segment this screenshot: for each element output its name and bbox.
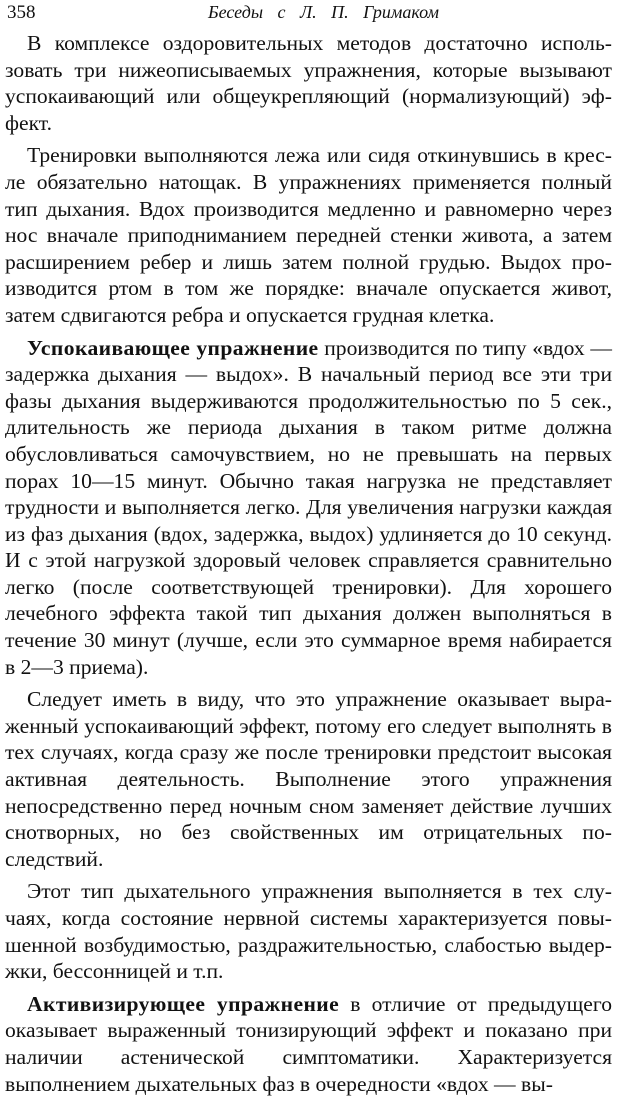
paragraph-4 — [5, 686, 612, 872]
term-calming-exercise: Успокаивающее упражнение — [27, 335, 319, 360]
running-title: Беседы с Л. П. Гримаком — [208, 2, 439, 22]
paragraph-5-text: Этот тип дыхательного упражнения выполняется в тех случаях, когда состояние нервной системы характеризуется повышенной возбудимостью, раздражительностью, слабостью выдержки, бессонницей и т.п. — [5, 879, 612, 984]
paragraph-1-text: В комплексе оздоровительных методов достаточно использовать три нижеописываемых упражнения, которые вызывают успокаивающий или общеукрепляющий (нормализующий) эффект. — [5, 31, 612, 135]
paragraph-4-text: Следует иметь в виду, что это упражнение оказывает выраженный успокаивающий эффект, потому его следует выполнять в тех случаях, когда сразу же после тренировки предстоит высокая активная деятельность. Выполнение этого упражнения непосредственно перед ночным сном заменяет действие лучших снотворных, но без свойственных им отрицательных последствий. — [5, 687, 612, 871]
paragraph-2 — [5, 142, 612, 328]
paragraph-3 — [5, 335, 612, 681]
page-number: 358 — [7, 2, 36, 23]
paragraph-6 — [5, 991, 612, 1097]
paragraph-5 — [5, 878, 612, 984]
body-text — [5, 30, 612, 1097]
paragraph-1 — [5, 30, 612, 136]
page-header — [5, 0, 612, 30]
paragraph-6-text: в отличие от предыдущего оказывает выраженный тонизирующий эффект и показано при наличии астенической симптоматики. Характеризуется выполнением дыхательных фаз в очередности «вдох — вы- — [5, 991, 612, 1096]
paragraph-2-text: Тренировки выполняются лежа или сидя откинувшись в кресле обязательно натощак. В упражнениях применяется полный тип дыхания. Вдох производится медленно и равномерно через нос вначале приподниманием передней стенки живота, а затем расширением ребер и лишь затем полной грудью. Выдох производится ртом в том же порядке: вначале опускается живот, затем сдвигаются ребра и опускается грудная клетка. — [5, 143, 612, 327]
paragraph-3-text: производится по типу «вдох — задержка дыхания — выдох». В начальный период все эти три фазы дыхания выдерживаются продолжительностью по 5 сек., длительность же периода дыхания в таком ритме должна обусловливаться самочувствием, но не превышать на первых порах 10—15 минут. Обычно такая нагрузка не представляет трудности и выполняется легко. Для увеличения нагрузки каждая из фаз дыхания (вдох, задержка, выдох) удлиняется до 10 секунд. И с этой нагрузкой здоровый человек справляется сравнительно легко (после соответствующей тренировки). Для хорошего лечебного эффекта такой тип дыхания должен выполняться в течение 30 минут (лучше, если это суммарное время набирается в 2—3 приема). — [5, 335, 612, 679]
term-activating-exercise: Активизирующее упражнение — [27, 991, 340, 1016]
